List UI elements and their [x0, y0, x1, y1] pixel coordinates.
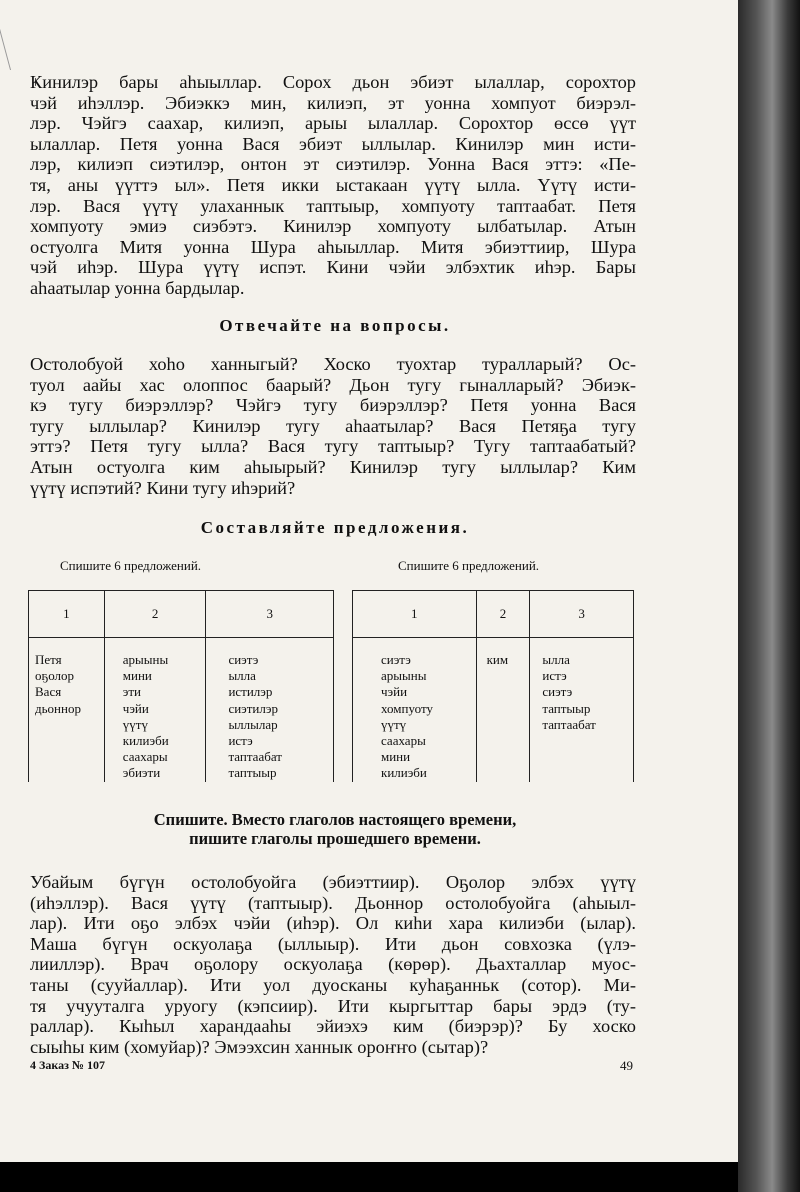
table-word: үүтү [381, 716, 407, 732]
heading-rewrite-task [40, 810, 630, 848]
right-table-column-1 [353, 652, 477, 782]
table-word: ким [486, 652, 509, 667]
table-word: сиэтилэр [228, 700, 278, 716]
left-table-column-3 [206, 652, 334, 782]
left-table-column-1 [29, 652, 105, 782]
table-word: истэ [228, 733, 253, 749]
text-line: (иһэллэр). Вася үүтү (таптыыр). Дьоннор остолобуойга (аһыыл- [30, 892, 636, 913]
text-line: үүтү испэтий? Кини тугу иһэрий? [30, 477, 296, 498]
table-word: таптыыр [542, 700, 591, 716]
table-word: дьоннор [35, 700, 81, 716]
paragraph-exercise [30, 872, 636, 1057]
left-word-table [28, 590, 334, 782]
text-line: лииллэр). Врач оҕолору оскуолаҕа (көрөр). Дьахталлар муос- [30, 954, 636, 975]
text-line: туол аайы хас олоппос баарый? Дьон тугу гыналларый? Эбиэк- [30, 374, 636, 395]
right-table-header-2: 2 [476, 591, 530, 638]
paragraph-menu-text [30, 72, 636, 299]
table-word: саахары [381, 733, 426, 749]
text-line: Атын остуолга ким аһыырый? Кинилэр тугу ыллылар? Ким [30, 456, 636, 477]
table-word: чэйи [381, 684, 408, 700]
heading-compose-sentences: Составляйте предложения. [200, 518, 470, 537]
right-table-header-3: 3 [530, 591, 634, 638]
text-line: лар). Ити оҕо элбэх чэйи (иһэр). Ол киһи хара килиэби (ылар). [30, 913, 636, 934]
text-line: сыыһы ким (хомуйар)? Эмээхсин ханнык ороҥҥо (сытар)? [30, 1036, 489, 1057]
table-word: арыыны [122, 652, 169, 667]
table-word: ыллылар [228, 716, 278, 732]
table-word: хомпуоту [381, 700, 433, 716]
text-line: тугу ыллылар? Кинилэр тугу аһаатылар? Вася Петяҕа тугу [30, 415, 636, 436]
table-word: таптыыр [228, 765, 277, 781]
text-line: Убайым бүгүн остолобуойга (эбиэттиир). Оҕолор элбэх үүтү [30, 872, 636, 892]
table-word: мини [122, 668, 152, 684]
left-table-header-2: 2 [104, 591, 206, 638]
table-word: сиэтэ [542, 684, 573, 700]
text-line: кэ тугу биэрэллэр? Чэйгэ тугу биэрэллэр? Петя уонна Вася [30, 395, 636, 416]
table-word: ылла [228, 668, 256, 684]
text-line: эттэ? Петя тугу ылла? Вася тугу таптыыр? Тугу таптаабатый? [30, 436, 636, 457]
table-word: арыыны [381, 668, 427, 684]
table-word: чэйи [122, 700, 149, 716]
scan-mark [0, 10, 29, 70]
table-word: сиэтэ [228, 652, 259, 667]
text-line: тя учууталга уруогу (кэпсиир). Ити кыргыттар бары эрдэ (ту- [30, 995, 636, 1016]
text-line: Ҝинилэр бары аһыыллар. Сорох дьон эбиэт ылаллар, сорохтор [30, 72, 636, 92]
paragraph-questions [30, 354, 636, 498]
table-word: саахары [122, 749, 168, 765]
table-word: Вася [35, 684, 62, 700]
text-line: хомпуоту эмиэ сиэбэтэ. Кинилэр хомпуоту ылбатылар. Атын [30, 216, 636, 237]
table-word: истэ [542, 668, 567, 684]
table-word: эти [122, 684, 141, 700]
text-line: Маша бүгүн оскуолаҕа (ыллыыр). Ити дьон совхозка (үлэ- [30, 933, 636, 954]
table-word: килиэби [381, 765, 427, 781]
left-table-column-2 [104, 652, 206, 782]
text-line: аһаатылар уонна бардылар. [30, 277, 245, 298]
heading-rewrite-line-2: пишите глаголы прошедшего времени. [189, 829, 481, 848]
text-line: тя, аны үүттэ ыл». Петя икки ыстакаан үүтү ылла. Үүтү исти- [30, 174, 636, 195]
text-line: ылаллар. Петя уонна Вася эбиэт ыллылар. Кинилэр мин исти- [30, 133, 636, 154]
text-line: таны (сууйаллар). Ити уол дуосканы куһаҕанньк (сотор). Ми- [30, 974, 636, 995]
left-table-header-3: 3 [206, 591, 334, 638]
table-word: Петя [35, 652, 62, 667]
heading-answer-questions: Отвечайте на вопросы. [219, 316, 451, 335]
print-order-note: 4 Заказ № 107 [30, 1058, 105, 1072]
caption-right-table: Спишите 6 предложений. [398, 558, 540, 573]
text-line: Остолобуой хоһо ханныгый? Хоско туохтар туралларый? Ос- [30, 354, 636, 374]
text-line: остуолга Митя уонна Шура аһыыллар. Митя эбиэттиир, Шура [30, 236, 636, 257]
table-word: сиэтэ [381, 652, 411, 667]
table-word: оҕолор [35, 668, 75, 684]
caption-left-table: Спишите 6 предложений. [60, 558, 202, 573]
table-word: үүтү [122, 716, 148, 732]
text-line: лэр. Чэйгэ саахар, килиэп, арыы ылаллар. Сорохтор өссө үүт [30, 113, 636, 134]
right-table-header-1: 1 [353, 591, 477, 638]
table-word: таптаабат [542, 716, 596, 732]
table-word: мини [381, 749, 411, 765]
left-table-header-1: 1 [29, 591, 105, 638]
page-number: 49 [620, 1058, 633, 1073]
text-line: лэр, килиэп сиэтилэр, онтон эт сиэтилэр. Уонна Вася эттэ: «Пе- [30, 154, 636, 175]
right-table-column-2 [476, 652, 530, 782]
text-line: лэр. Вася үүтү улаханнык таптыыр, хомпуоту таптаабат. Петя [30, 195, 636, 216]
text-line: чэй иһэр. Шура үүтү испэт. Кини чэйи элбэхтик иһэр. Бары [30, 257, 636, 278]
table-word: эбиэти [122, 765, 161, 781]
table-word: ылла [542, 652, 570, 667]
heading-rewrite-line-1: Спишите. Вместо глаголов настоящего времени, [153, 810, 517, 829]
table-word: килиэби [122, 733, 169, 749]
right-table-column-3 [530, 652, 634, 782]
text-line: раллар). Кыһыл харандааһы эйиэхэ ким (биэрэр)? Бу хоско [30, 1016, 636, 1037]
book-spine-shadow [738, 0, 800, 1192]
table-word: истилэр [228, 684, 273, 700]
table-word: таптаабат [228, 749, 282, 765]
text-line: чэй иһэллэр. Эбиэккэ мин, килиэп, эт уонна хомпуот биэрэл- [30, 92, 636, 113]
right-word-table [352, 590, 634, 782]
